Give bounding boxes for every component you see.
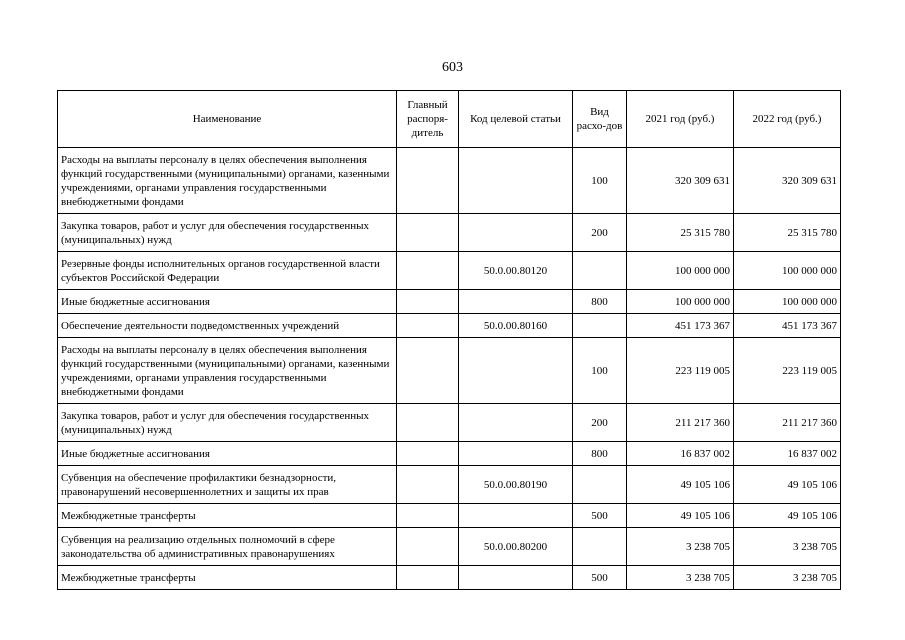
cell-grbs [397,314,459,338]
cell-2022: 49 105 106 [734,504,841,528]
cell-name: Иные бюджетные ассигнования [58,290,397,314]
cell-name: Обеспечение деятельности подведомственных учреждений [58,314,397,338]
cell-kind: 800 [573,442,627,466]
cell-code [459,148,573,214]
table-row [58,466,841,504]
cell-2021: 223 119 005 [627,338,734,404]
cell-code: 50.0.00.80120 [459,252,573,290]
cell-2022: 100 000 000 [734,290,841,314]
table-row [58,528,841,566]
cell-kind [573,252,627,290]
table-row [58,566,841,590]
cell-2021: 25 315 780 [627,214,734,252]
cell-kind: 500 [573,504,627,528]
cell-2021: 3 238 705 [627,528,734,566]
table-row [58,214,841,252]
cell-2022: 3 238 705 [734,528,841,566]
cell-2022: 100 000 000 [734,252,841,290]
cell-kind [573,528,627,566]
cell-2021: 16 837 002 [627,442,734,466]
cell-name: Межбюджетные трансферты [58,566,397,590]
header-code: Код целевой статьи [459,91,573,148]
cell-name: Иные бюджетные ассигнования [58,442,397,466]
cell-grbs [397,290,459,314]
cell-grbs [397,338,459,404]
cell-2021: 49 105 106 [627,466,734,504]
cell-code: 50.0.00.80190 [459,466,573,504]
cell-code [459,442,573,466]
cell-grbs [397,214,459,252]
cell-kind: 200 [573,214,627,252]
cell-code [459,404,573,442]
cell-code [459,566,573,590]
cell-2021: 3 238 705 [627,566,734,590]
cell-code: 50.0.00.80160 [459,314,573,338]
cell-name: Межбюджетные трансферты [58,504,397,528]
cell-name: Субвенция на обеспечение профилактики безнадзорности, правонарушений несовершеннолетних и защиты их прав [58,466,397,504]
cell-grbs [397,566,459,590]
cell-2021: 100 000 000 [627,290,734,314]
cell-2021: 100 000 000 [627,252,734,290]
budget-table [57,90,841,590]
cell-kind [573,466,627,504]
cell-code [459,504,573,528]
table-row [58,314,841,338]
table-row [58,148,841,214]
cell-2022: 451 173 367 [734,314,841,338]
cell-name: Закупка товаров, работ и услуг для обеспечения государственных (муниципальных) нужд [58,214,397,252]
cell-grbs [397,466,459,504]
cell-2022: 16 837 002 [734,442,841,466]
cell-name: Закупка товаров, работ и услуг для обеспечения государственных (муниципальных) нужд [58,404,397,442]
cell-grbs [397,528,459,566]
table-row [58,290,841,314]
cell-2022: 320 309 631 [734,148,841,214]
cell-2022: 211 217 360 [734,404,841,442]
cell-code [459,290,573,314]
header-grbs: Главный распоря-дитель [397,91,459,148]
table-row [58,338,841,404]
cell-2021: 211 217 360 [627,404,734,442]
cell-kind: 100 [573,148,627,214]
cell-2022: 25 315 780 [734,214,841,252]
cell-2021: 451 173 367 [627,314,734,338]
cell-2022: 49 105 106 [734,466,841,504]
header-2021: 2021 год (руб.) [627,91,734,148]
cell-kind: 200 [573,404,627,442]
table-header-row [58,91,841,148]
table-row [58,252,841,290]
cell-name: Расходы на выплаты персоналу в целях обеспечения выполнения функций государственными (муниципальными) органами, казенными учреждениями, органами управления государственными внебюджетными фондами [58,148,397,214]
cell-kind: 800 [573,290,627,314]
cell-kind: 500 [573,566,627,590]
cell-2021: 49 105 106 [627,504,734,528]
cell-kind [573,314,627,338]
cell-name: Субвенция на реализацию отдельных полномочий в сфере законодательства об административных правонарушениях [58,528,397,566]
cell-2022: 3 238 705 [734,566,841,590]
cell-2021: 320 309 631 [627,148,734,214]
cell-grbs [397,504,459,528]
cell-code [459,338,573,404]
cell-kind: 100 [573,338,627,404]
cell-2022: 223 119 005 [734,338,841,404]
cell-code [459,214,573,252]
table-body [58,148,841,590]
cell-code: 50.0.00.80200 [459,528,573,566]
header-2022: 2022 год (руб.) [734,91,841,148]
table-row [58,504,841,528]
table-row [58,404,841,442]
cell-grbs [397,442,459,466]
cell-grbs [397,148,459,214]
header-kind: Вид расхо-дов [573,91,627,148]
header-name: Наименование [58,91,397,148]
cell-grbs [397,404,459,442]
cell-name: Расходы на выплаты персоналу в целях обеспечения выполнения функций государственными (муниципальными) органами, казенными учреждениями, органами управления государственными внебюджетными фондами [58,338,397,404]
page-number: 603 [442,60,463,75]
cell-name: Резервные фонды исполнительных органов государственной власти субъектов Российской Федерации [58,252,397,290]
cell-grbs [397,252,459,290]
table-row [58,442,841,466]
